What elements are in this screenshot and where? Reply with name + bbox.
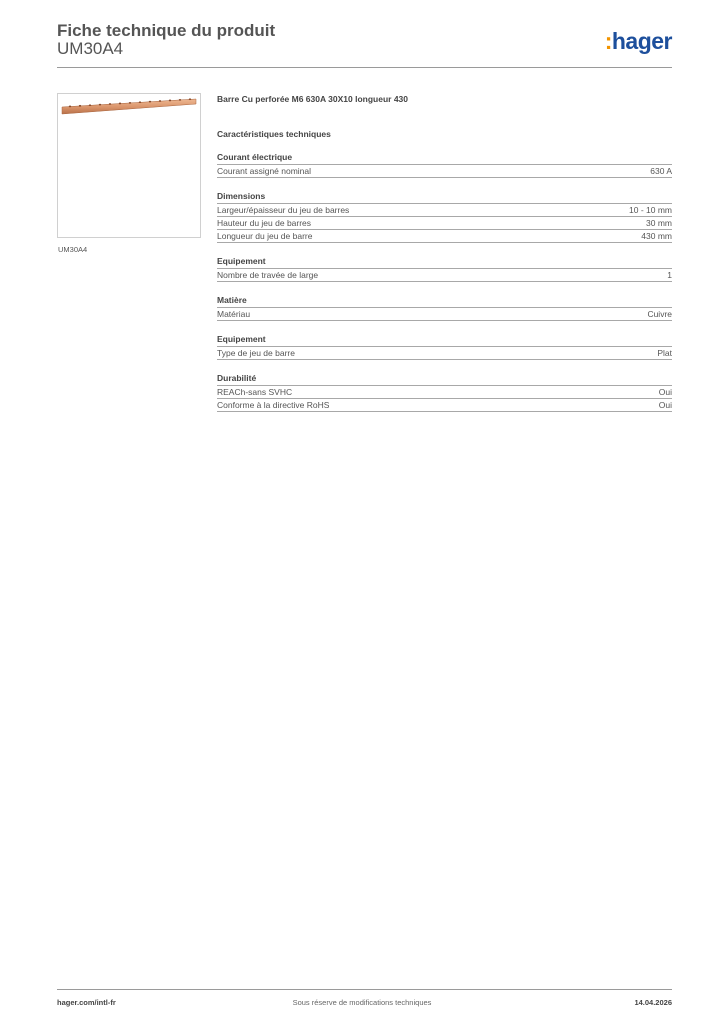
- busbar-hole: [69, 106, 71, 108]
- spec-label: Matériau: [217, 309, 251, 319]
- busbar-hole: [189, 98, 191, 100]
- spec-group-title: Matière: [217, 295, 672, 308]
- spec-label: Hauteur du jeu de barres: [217, 218, 312, 228]
- busbar-hole: [99, 104, 101, 106]
- busbar-hole: [159, 100, 161, 102]
- logo-text: hager: [611, 28, 672, 54]
- footer-date: 14.04.2026: [634, 998, 672, 1007]
- hager-logo: [605, 28, 672, 55]
- spec-group: [217, 256, 672, 282]
- spec-label: REACh-sans SVHC: [217, 387, 293, 397]
- spec-label: Longueur du jeu de barre: [217, 231, 313, 241]
- image-caption: UM30A4: [58, 245, 88, 254]
- spec-row: [217, 399, 672, 412]
- busbar-hole: [79, 105, 81, 107]
- spec-value: Cuivre: [647, 309, 672, 319]
- document-title: Fiche technique du produit: [57, 21, 276, 40]
- busbar-hole: [89, 104, 91, 106]
- spec-row: [217, 217, 672, 230]
- spec-group-title: Dimensions: [217, 191, 672, 204]
- spec-group-title: Equipement: [217, 334, 672, 347]
- spec-row: [217, 347, 672, 360]
- spec-value: 30 mm: [646, 218, 672, 228]
- spec-label: Type de jeu de barre: [217, 348, 295, 358]
- spec-groups: [217, 152, 672, 412]
- spec-value: Oui: [658, 400, 672, 410]
- spec-label: Largeur/épaisseur du jeu de barres: [217, 205, 350, 215]
- spec-row: [217, 204, 672, 217]
- product-reference: UM30A4: [57, 39, 124, 58]
- spec-group: [217, 373, 672, 412]
- busbar-hole: [149, 101, 151, 103]
- busbar-hole: [139, 101, 141, 103]
- footer-notice: Sous réserve de modifications techniques: [292, 998, 432, 1007]
- spec-group-title: Equipement: [217, 256, 672, 269]
- spec-group: [217, 295, 672, 321]
- spec-group-title: Courant électrique: [217, 152, 672, 165]
- spec-group-title: Durabilité: [217, 373, 672, 386]
- header-divider: [57, 67, 672, 68]
- product-name: Barre Cu perforée M6 630A 30X10 longueur 430: [217, 94, 409, 104]
- product-image: [57, 93, 201, 238]
- busbar-hole: [179, 99, 181, 101]
- spec-value: Plat: [657, 348, 672, 358]
- spec-value: 1: [667, 270, 672, 280]
- spec-row: [217, 308, 672, 321]
- copper-busbar-image: [58, 94, 200, 237]
- busbar-hole: [119, 103, 121, 105]
- spec-value: 10 - 10 mm: [629, 205, 672, 215]
- spec-value: Oui: [658, 387, 672, 397]
- specification-content: [217, 94, 672, 412]
- spec-label: Nombre de travée de large: [217, 270, 319, 280]
- footer-divider: [57, 989, 672, 990]
- spec-label: Courant assigné nominal: [217, 166, 312, 176]
- spec-value: 430 mm: [641, 231, 672, 241]
- busbar-hole: [109, 103, 111, 105]
- busbar-hole: [129, 102, 131, 104]
- spec-row: [217, 230, 672, 243]
- busbar-hole: [169, 100, 171, 102]
- spec-group: [217, 334, 672, 360]
- spec-group: [217, 191, 672, 243]
- spec-group: [217, 152, 672, 178]
- spec-row: [217, 269, 672, 282]
- spec-label: Conforme à la directive RoHS: [217, 400, 330, 410]
- footer-website: hager.com/intl-fr: [57, 998, 116, 1007]
- logo-mark: :: [604, 28, 612, 54]
- spec-row: [217, 165, 672, 178]
- spec-value: 630 A: [650, 166, 672, 176]
- technical-characteristics-heading: Caractéristiques techniques: [217, 129, 331, 139]
- spec-row: [217, 386, 672, 399]
